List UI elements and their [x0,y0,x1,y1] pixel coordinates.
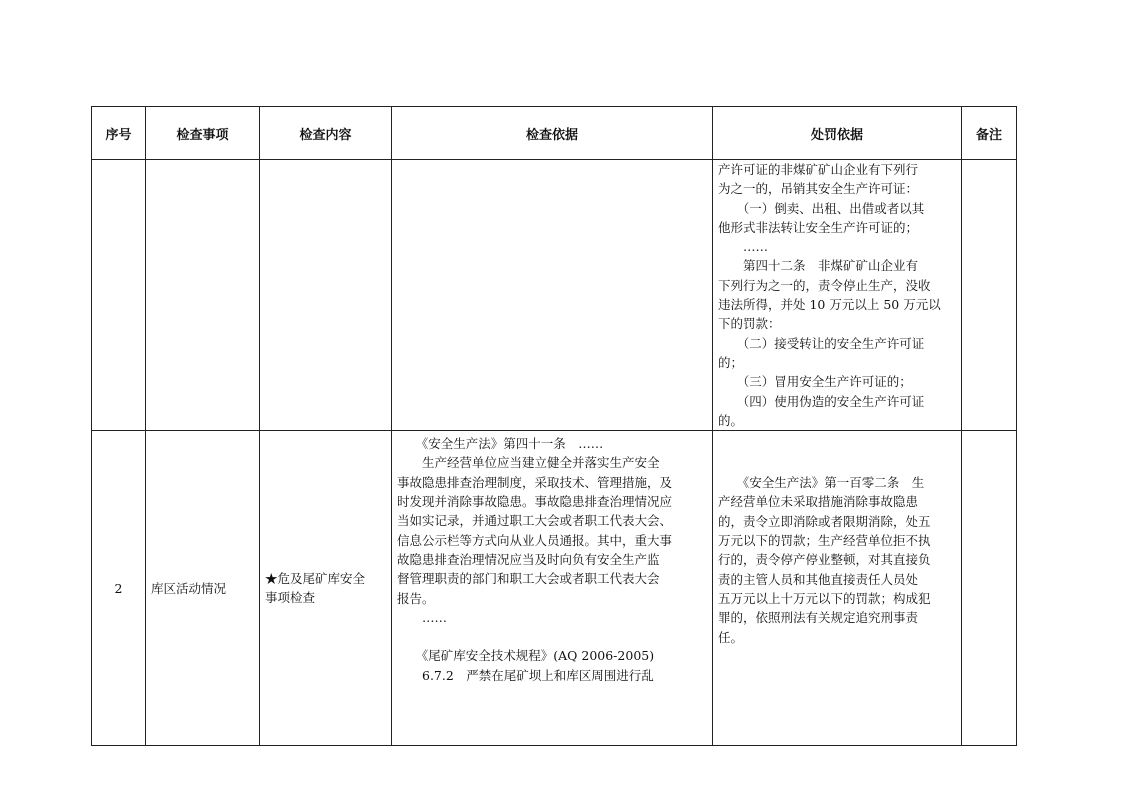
row2-content-cell [260,431,392,746]
row1-basis-cell [392,160,713,431]
basis-line: 信息公示栏等方式向从业人员通报。其中，重大事 [397,532,673,548]
penalty-line: 罪的，依照刑法有关规定追究刑事责 [718,610,919,626]
row1-penalty-line: 下列行为之一的，责令停止生产，没收 [718,277,931,293]
basis-line: …… [397,609,448,625]
penalty-line: 的，责令立即消除或者限期消除，处五 [718,513,931,529]
basis-line: 《安全生产法》第四十一条 …… [397,436,604,452]
row1-penalty-line: 的； [718,354,744,370]
table-row [92,431,1017,746]
row1-remarks-cell [962,160,1017,431]
basis-line: 《尾矿库安全技术规程》(AQ 2006-2005) [397,648,655,664]
basis-line: 生产经营单位应当建立健全并落实生产安全 [397,455,660,471]
penalty-line: 万元以下的罚款；生产经营单位拒不执 [718,533,931,549]
inspection-table [91,106,1017,746]
row1-penalty-line: 违法所得，并处 10 万元以上 50 万元以 [718,297,941,313]
header-number: 序号 [92,107,146,160]
penalty-line: 任。 [718,629,744,645]
row1-penalty-line: 的。 [718,412,744,428]
row-number: 2 [114,580,123,596]
header-basis: 检查依据 [392,107,713,160]
basis-line: 当如实记录，并通过职工大会或者职工代表大会、 [397,513,673,529]
header-row [92,107,1017,160]
header-item: 检查事项 [146,107,260,160]
penalty-line: 产经营单位未采取措施消除事故隐患 [718,494,919,510]
penalty-line: 《安全生产法》第一百零二条 生 [718,475,925,491]
row2-basis-cell [392,431,713,746]
header-remarks: 备注 [962,107,1017,160]
basis-line [397,627,710,646]
row2-number-cell [92,431,146,746]
row1-penalty-line: （四）使用伪造的安全生产许可证 [718,393,925,409]
row1-content-cell [260,160,392,431]
row1-penalty-line: 产许可证的非煤矿矿山企业有下列行 [718,162,919,177]
row2-item-cell [146,431,260,746]
row1-item-cell [146,160,260,431]
row1-penalty-line: （二）接受转让的安全生产许可证 [718,335,925,351]
basis-line: 时发现并消除事故隐患。事故隐患排查治理情况应 [397,494,673,510]
header-penalty: 处罚依据 [713,107,962,160]
row1-penalty-line: …… [718,239,769,255]
row1-penalty-line: 他形式非法转让安全生产许可证的； [718,219,919,235]
basis-line: 督管理职责的部门和职工大会或者职工代表大会 [397,571,660,587]
penalty-line: 五万元以上十万元以下的罚款；构成犯 [718,590,931,606]
row1-penalty-line: 下的罚款： [718,316,781,332]
row1-number-cell [92,160,146,431]
basis-line: 6.7.2 严禁在尾矿坝上和库区周围进行乱 [397,667,654,683]
header-content: 检查内容 [260,107,392,160]
row1-penalty-line: （一）倒卖、出租、出借或者以其 [718,200,925,216]
table-row [92,160,1017,431]
row1-penalty-line: （三）冒用安全生产许可证的； [718,374,912,390]
basis-line: 报告。 [397,590,435,606]
penalty-line: 责的主管人员和其他直接责任人员处 [718,571,919,587]
row1-penalty-line: 第四十二条 非煤矿矿山企业有 [718,258,919,274]
row1-penalty-cell [713,160,962,431]
row1-penalty-line: 为之一的，吊销其安全生产许可证： [718,181,919,197]
row2-remarks-cell [962,431,1017,746]
inspection-content-line: 事项检查 [265,590,316,606]
inspection-item: 库区活动情况 [151,580,227,596]
basis-line: 事故隐患排查治理制度，采取技术、管理措施，及 [397,474,673,490]
row2-penalty-cell [713,431,962,746]
inspection-content-line: ★危及尾矿库安全 [265,570,366,586]
basis-line: 故隐患排查治理情况应当及时向负有安全生产监 [397,551,660,567]
penalty-line: 行的，责令停产停业整顿，对其直接负 [718,552,931,568]
